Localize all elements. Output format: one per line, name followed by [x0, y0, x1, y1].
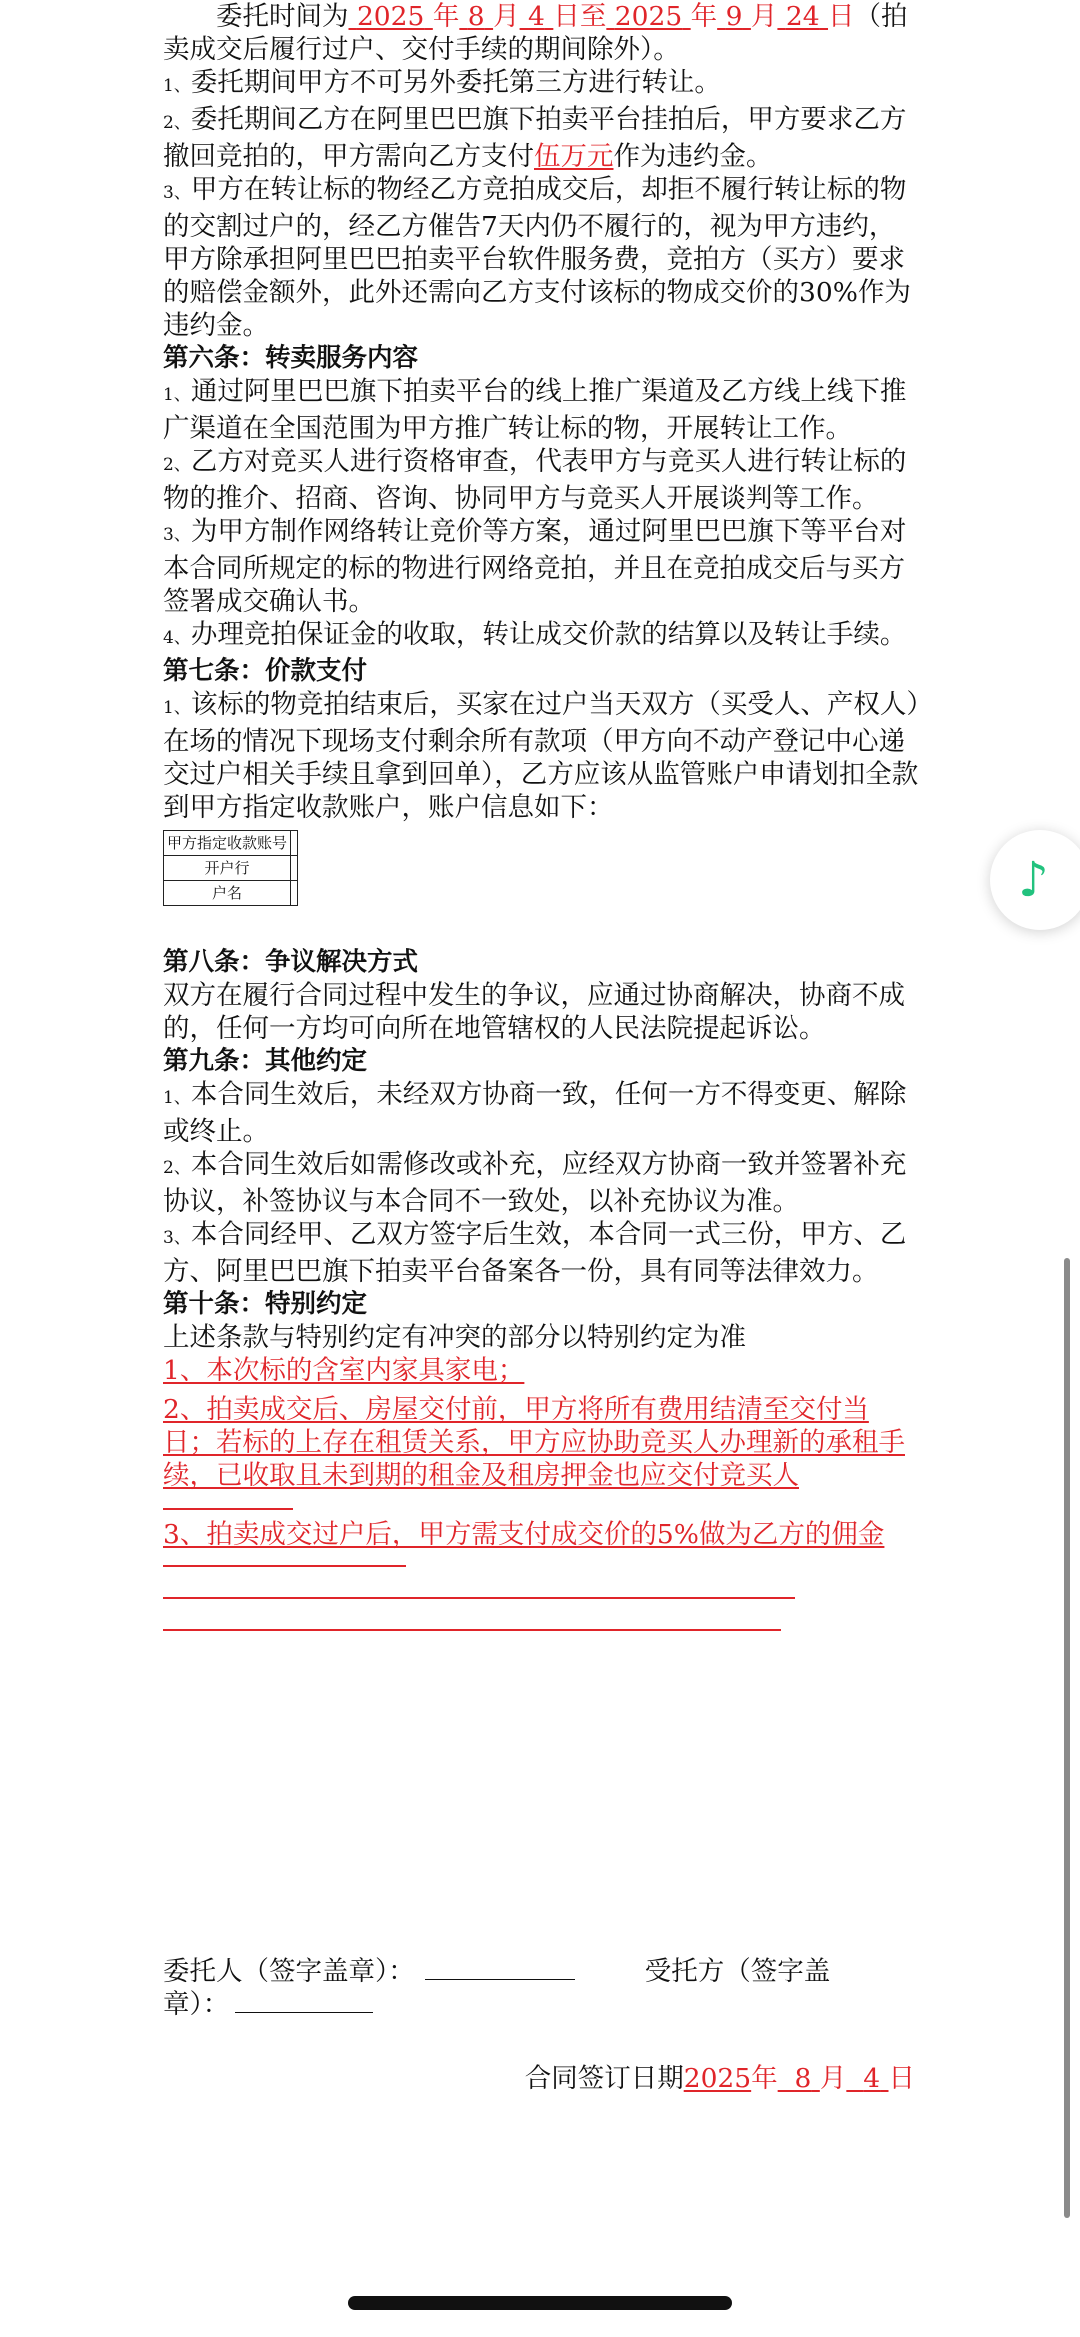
music-note-icon: ♪ — [1018, 852, 1049, 908]
term-2: 2、委托期间乙方在阿里巴巴旗下拍卖平台挂拍后，甲方要求乙方撤回竞拍的，甲方需向乙方支付伍万元作为违约金。 — [163, 104, 907, 172]
art6-item-2: 2、乙方对竞买人进行资格审查，代表甲方与竞买人进行转让标的物的推介、招商、咨询、协同甲方与竞买人开展谈判等工作。 — [163, 446, 907, 514]
sign-day: 4 — [863, 2063, 881, 2094]
article-8-title: 第八条：争议解决方式 — [163, 947, 419, 977]
penalty-amount: 伍万元 — [534, 141, 614, 172]
special-term-1: 1、本次标的含室内家具家电； — [163, 1355, 525, 1386]
art6-item-4: 4、办理竞拍保证金的收取，转让成交价款的结算以及转让手续。 — [163, 619, 907, 650]
agent-signature-field[interactable] — [235, 1990, 373, 2013]
end-year: 2025 — [614, 1, 683, 32]
art9-item-2: 2、本合同生效后如需修改或补充，应经双方协商一致并签署补充协议，补签协议与本合同不一致处，以补充协议为准。 — [163, 1149, 907, 1217]
end-day: 24 — [785, 1, 820, 32]
art7-item-1: 1、该标的物竞拍结束后，买家在过户当天双方（买受人、产权人）在场的情况下现场支付剩余所有款项（甲方向不动产登记中心递交过户相关手续且拿到回单），乙方应该从监管账户申请划扣全款到甲方指定收款账户，账户信息如下： — [163, 689, 920, 823]
start-year: 2025 — [356, 1, 425, 32]
article-6-title: 第六条：转卖服务内容 — [163, 343, 419, 373]
art9-item-3: 3、本合同经甲、乙双方签字后生效，本合同一式三份，甲方、乙方、阿里巴巴旗下拍卖平台备案各一份，具有同等法律效力。 — [163, 1219, 907, 1287]
art6-item-3: 3、为甲方制作网络转让竞价等方案，通过阿里巴巴旗下等平台对本合同所规定的标的物进行网络竞拍，并且在竞拍成交后与买方签署成交确认书。 — [163, 516, 907, 617]
sign-date-label: 合同签订日期 — [524, 2063, 684, 2094]
signature-block — [163, 1955, 920, 2021]
term-3: 3、甲方在转让标的物经乙方竞拍成交后，却拒不履行转让标的物的交割过户的，经乙方催告7天内仍不履行的，视为甲方违约，甲方除承担阿里巴巴拍卖平台软件服务费，竞拍方（买方）要求的赔偿金额外，此外还需向乙方支付该标的物成交价的30%作为违约金。 — [163, 174, 911, 341]
music-floating-button[interactable] — [990, 830, 1080, 930]
blank-line — [163, 1565, 406, 1567]
signature-line-2: 章）： — [163, 1988, 920, 2021]
scrollbar[interactable] — [1064, 1258, 1070, 2218]
start-month: 8 — [467, 1, 485, 32]
sign-month: 8 — [794, 2063, 812, 2094]
special-term-3: 3、拍卖成交过户后，甲方需支付成交价的5%做为乙方的佣金 — [163, 1519, 885, 1550]
blank-line — [163, 1508, 293, 1510]
sign-year: 2025 — [683, 2063, 752, 2094]
sign-date: 合同签订日期2025年 8 月 4 日 — [524, 2063, 915, 2094]
art6-item-1: 1、通过阿里巴巴旗下拍卖平台的线上推广渠道及乙方线上线下推广渠道在全国范围为甲方推广转让标的物，开展转让工作。 — [163, 376, 907, 444]
contract-document — [163, 0, 920, 1631]
agent-signature-label: 受托方（签字盖 — [644, 1956, 831, 1987]
account-name-value — [291, 881, 298, 906]
term-1: 1、委托期间甲方不可另外委托第三方进行转让。 — [163, 67, 721, 98]
start-day: 4 — [528, 1, 545, 32]
table-row — [164, 881, 298, 906]
blank-line — [163, 1629, 781, 1631]
commission-period: 委托时间为 2025 年 8 月 4 日至 2025 年 9 月 24 日（拍 — [216, 1, 908, 32]
art8-text: 双方在履行合同过程中发生的争议，应通过协商解决，协商不成的，任何一方均可向所在地管辖权的人民法院提起诉讼。 — [163, 980, 905, 1044]
art9-item-1: 1、本合同生效后，未经双方协商一致，任何一方不得变更、解除或终止。 — [163, 1079, 907, 1147]
end-month: 9 — [725, 1, 743, 32]
account-number-value — [291, 831, 298, 856]
principal-signature-label: 委托人（签字盖章）： — [163, 1956, 415, 1987]
table-row — [164, 856, 298, 881]
blank-line — [163, 1597, 795, 1599]
commission-period-note: 卖成交后履行过户、交付手续的期间除外）。 — [163, 34, 680, 65]
special-term-2: 2、拍卖成交后、房屋交付前，甲方将所有费用结清至交付当日；若标的上存在租赁关系，甲方应协助竞买人办理新的承租手续，已收取且未到期的租金及租房押金也应交付竞买人 — [163, 1394, 905, 1491]
account-info-table — [163, 830, 298, 906]
article-10-title: 第十条：特别约定 — [163, 1289, 368, 1319]
table-row — [164, 831, 298, 856]
art10-text: 上述条款与特别约定有冲突的部分以特别约定为准 — [163, 1322, 746, 1353]
article-9-title: 第九条：其他约定 — [163, 1046, 368, 1076]
principal-signature-field[interactable] — [425, 1957, 575, 1980]
account-name-label: 户名 — [164, 881, 291, 906]
account-number-label: 甲方指定收款账号 — [164, 831, 291, 856]
signature-line — [163, 1955, 920, 1988]
period-label: 委托时间为 — [216, 1, 349, 32]
article-7-title: 第七条：价款支付 — [163, 656, 368, 686]
bank-label: 开户行 — [164, 856, 291, 881]
home-indicator[interactable] — [348, 2296, 732, 2310]
spacer — [163, 916, 920, 946]
bank-value — [291, 856, 298, 881]
